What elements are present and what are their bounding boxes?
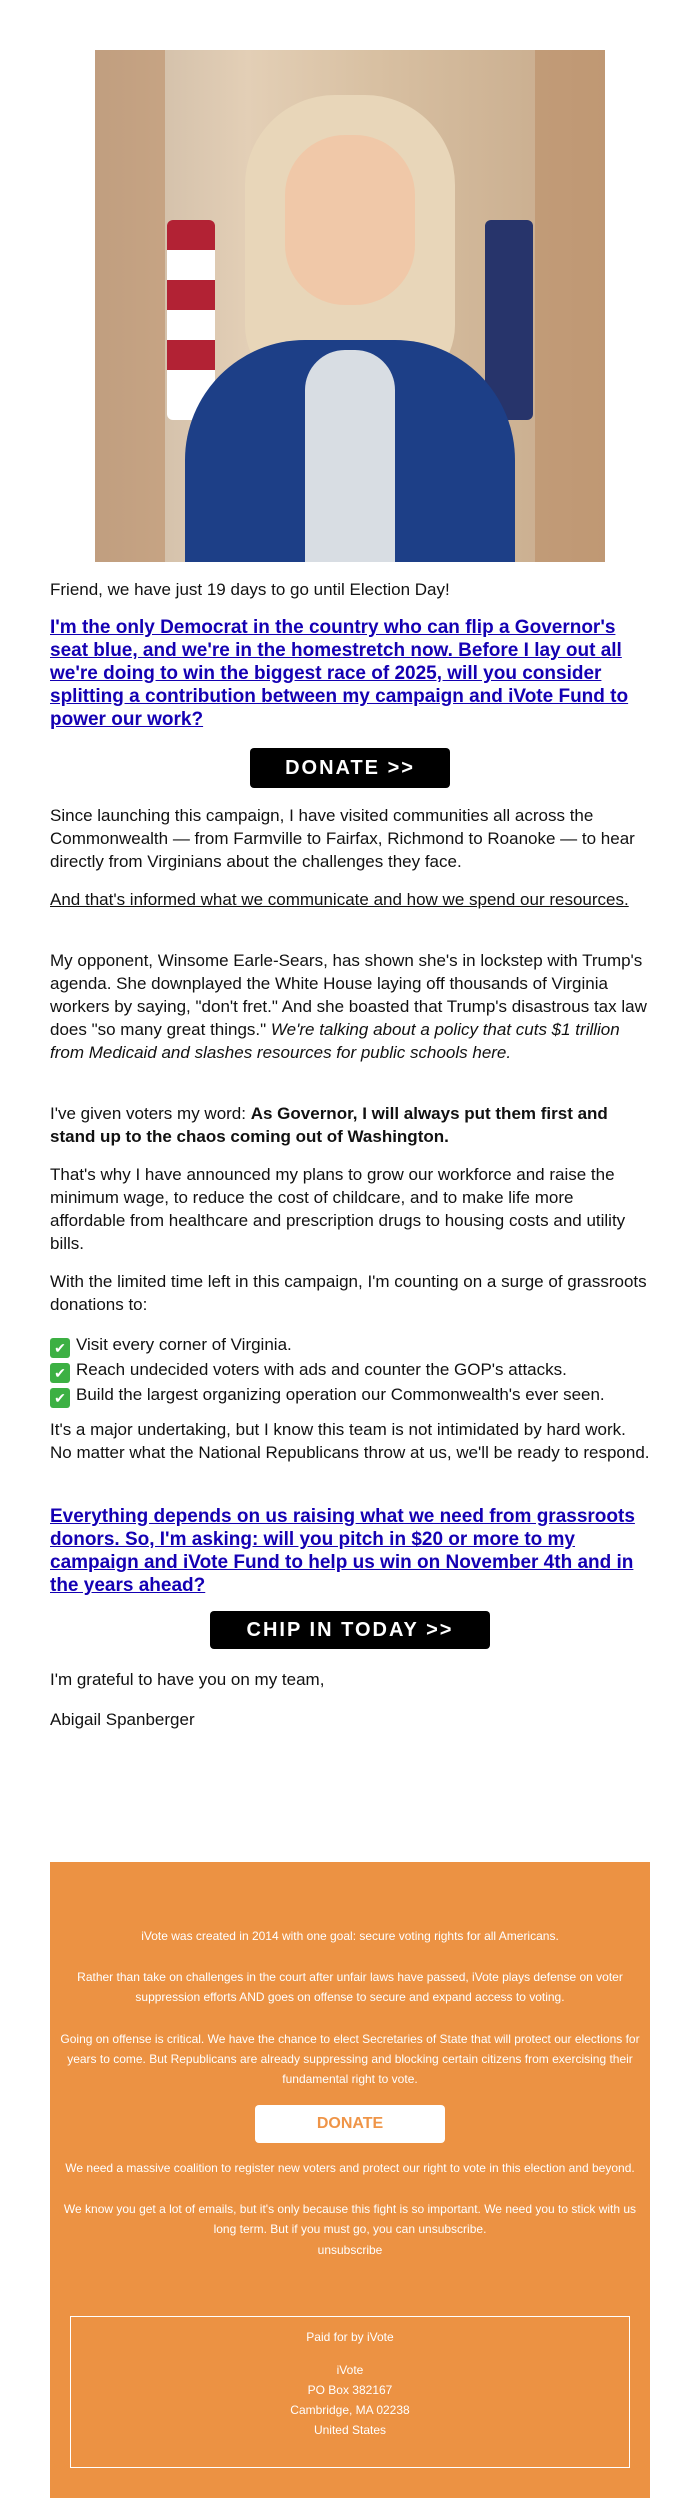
paragraph-opponent [50,949,650,1064]
checklist-item: ✔ Visit every corner of Virginia. [50,1333,650,1358]
address-name: iVote [336,2363,364,2377]
footer-offense-text: Going on offense is critical. We have the chance to elect Secretaries of State that will protect our elections for years to come. But Republicans are already suppressing and blocking certain citizens from exercising their fundamental right to vote. [60,2032,640,2086]
paragraph-limited-time: With the limited time left in this campaign, I'm counting on a surge of grassroots donations to: [50,1272,647,1314]
paragraph-informed: And that's informed what we communicate and how we spend our resources. [50,890,629,909]
footer-coalition-text: We need a massive coalition to register new voters and protect our right to vote in this election and beyond. [65,2161,635,2175]
address-po-box: PO Box 382167 [307,2383,393,2397]
address-country: United States [313,2423,387,2437]
signature: Abigail Spanberger [50,1710,195,1729]
candidate-photo [95,50,605,562]
footer-emails-text: We know you get a lot of emails, but it's only because this fight is so important. We need you to stick with us long term. But if you must go, you can unsubscribe. [63,2202,637,2236]
paragraph-voters-word [50,1102,650,1148]
footer-created-text: iVote was created in 2014 with one goal: secure voting rights for all Americans. [141,1929,559,1943]
checkmark-icon: ✔ [50,1338,70,1358]
checklist-item: ✔ Build the largest organizing operation our Commonwealth's ever seen. [50,1383,650,1408]
footer-rather-text: Rather than take on challenges in the court after unfair laws have passed, iVote plays defense on voter suppression efforts AND goes on offense to secure and expand access to voting. [77,1970,623,2004]
paid-for-box [70,2316,630,2468]
checklist-item: ✔ Reach undecided voters with ads and counter the GOP's attacks. [50,1358,650,1383]
opponent-text: My opponent, Winsome Earle-Sears, has shown she's in lockstep with Trump's agenda. She downplayed the White House laying off thousands of Virginia workers by saying, "don't fret." And she boasted that Trump's disastrous tax law does "so many great things." [50,951,647,1039]
donate-button[interactable]: DONATE >> [250,748,450,788]
greeting-text: Friend, we have just 19 days to go until Election Day! [50,580,450,599]
address-city: Cambridge, MA 02238 [290,2403,410,2417]
footer [50,1862,650,2498]
lead-appeal-link-1[interactable]: I'm the only Democrat in the country who can flip a Governor's seat blue, and we're in the homestretch now. Before I lay out all we're doing to win the biggest race of 2025, will you consider splitting a contribution between my campaign and iVote Fund to power our work? [50,617,629,730]
paid-for-text: Paid for by iVote [306,2330,394,2344]
voters-word-bold-text: As Governor, I will always put them first and stand up to the chaos coming out of Washington. [50,1104,608,1146]
chip-in-button[interactable]: CHIP IN TODAY >> [210,1611,490,1649]
paragraph-undertaking: It's a major undertaking, but I know this team is not intimidated by hard work. No matter what the National Republicans throw at us, we'll be ready to respond. [50,1420,650,1462]
unsubscribe-link[interactable]: unsubscribe [317,2243,383,2257]
lead-appeal-link-2[interactable]: Everything depends on us raising what we need from grassroots donors. So, I'm asking: will you pitch in $20 or more to my campaign and iVote Fund to help us win on November 4th and in the years ahead? [50,1506,635,1596]
closing-text: I'm grateful to have you on my team, [50,1670,325,1689]
opponent-italic-text: We're talking about a policy that cuts $1 trillion from Medicaid and slashes resources for public schools here. [50,1020,620,1062]
checkmark-icon: ✔ [50,1388,70,1408]
checklist [50,1333,650,1408]
paragraph-since-launching: Since launching this campaign, I have visited communities all across the Commonwealth — from Farmville to Fairfax, Richmond to Roanoke — to hear directly from Virginians about the challenges they face. [50,806,635,871]
voters-word-text: I've given voters my word: [50,1104,251,1123]
footer-donate-button[interactable]: DONATE [255,2105,445,2143]
checkmark-icon: ✔ [50,1363,70,1383]
paragraph-plans: That's why I have announced my plans to grow our workforce and raise the minimum wage, to reduce the cost of childcare, and to make life more affordable from healthcare and prescription drugs to housing costs and utility bills. [50,1165,626,1253]
